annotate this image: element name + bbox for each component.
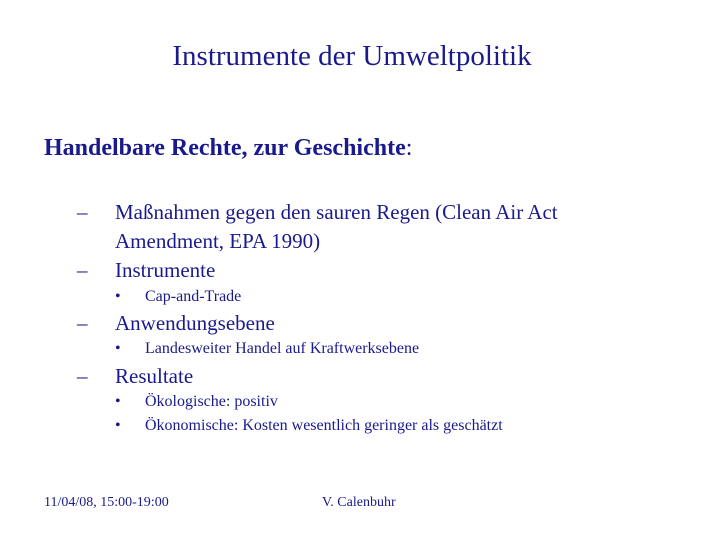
- sub-bullet-text: Ökologische: positiv: [145, 393, 278, 410]
- slide-title: Instrumente der Umweltpolitik: [172, 40, 532, 72]
- bullet-dot-icon: •: [115, 417, 121, 434]
- sub-bullet-text: Landesweiter Handel auf Kraftwerksebene: [145, 340, 420, 357]
- bullet-dot-icon: •: [115, 340, 121, 357]
- footer-date: 11/04/08, 15:00-19:00: [44, 495, 169, 510]
- sub-bullet-text: Cap-and-Trade: [145, 288, 242, 305]
- bullet-text-line: Anwendungsebene: [115, 311, 275, 335]
- dash-marker: –: [77, 258, 88, 282]
- sub-bullet-text: Ökonomische: Kosten wesentlich geringer als geschätzt: [145, 417, 503, 434]
- bullet-text-line: Amendment, EPA 1990): [115, 229, 321, 253]
- footer-author: V. Calenbuhr: [322, 495, 396, 510]
- bullet-text-line: Instrumente: [115, 258, 216, 282]
- bullet-text-line: Resultate: [115, 364, 194, 388]
- bullet-dot-icon: •: [115, 288, 121, 305]
- section-heading-bold: Handelbare Rechte, zur Geschichte: [44, 135, 406, 161]
- dash-marker: –: [77, 311, 88, 335]
- section-heading: [44, 133, 412, 163]
- bullet-text-line: Maßnahmen gegen den sauren Regen (Clean Air Act: [115, 200, 558, 224]
- bullet-dot-icon: •: [115, 393, 121, 410]
- dash-marker: –: [77, 200, 88, 224]
- dash-marker: –: [77, 364, 88, 388]
- section-heading-colon: :: [405, 135, 413, 161]
